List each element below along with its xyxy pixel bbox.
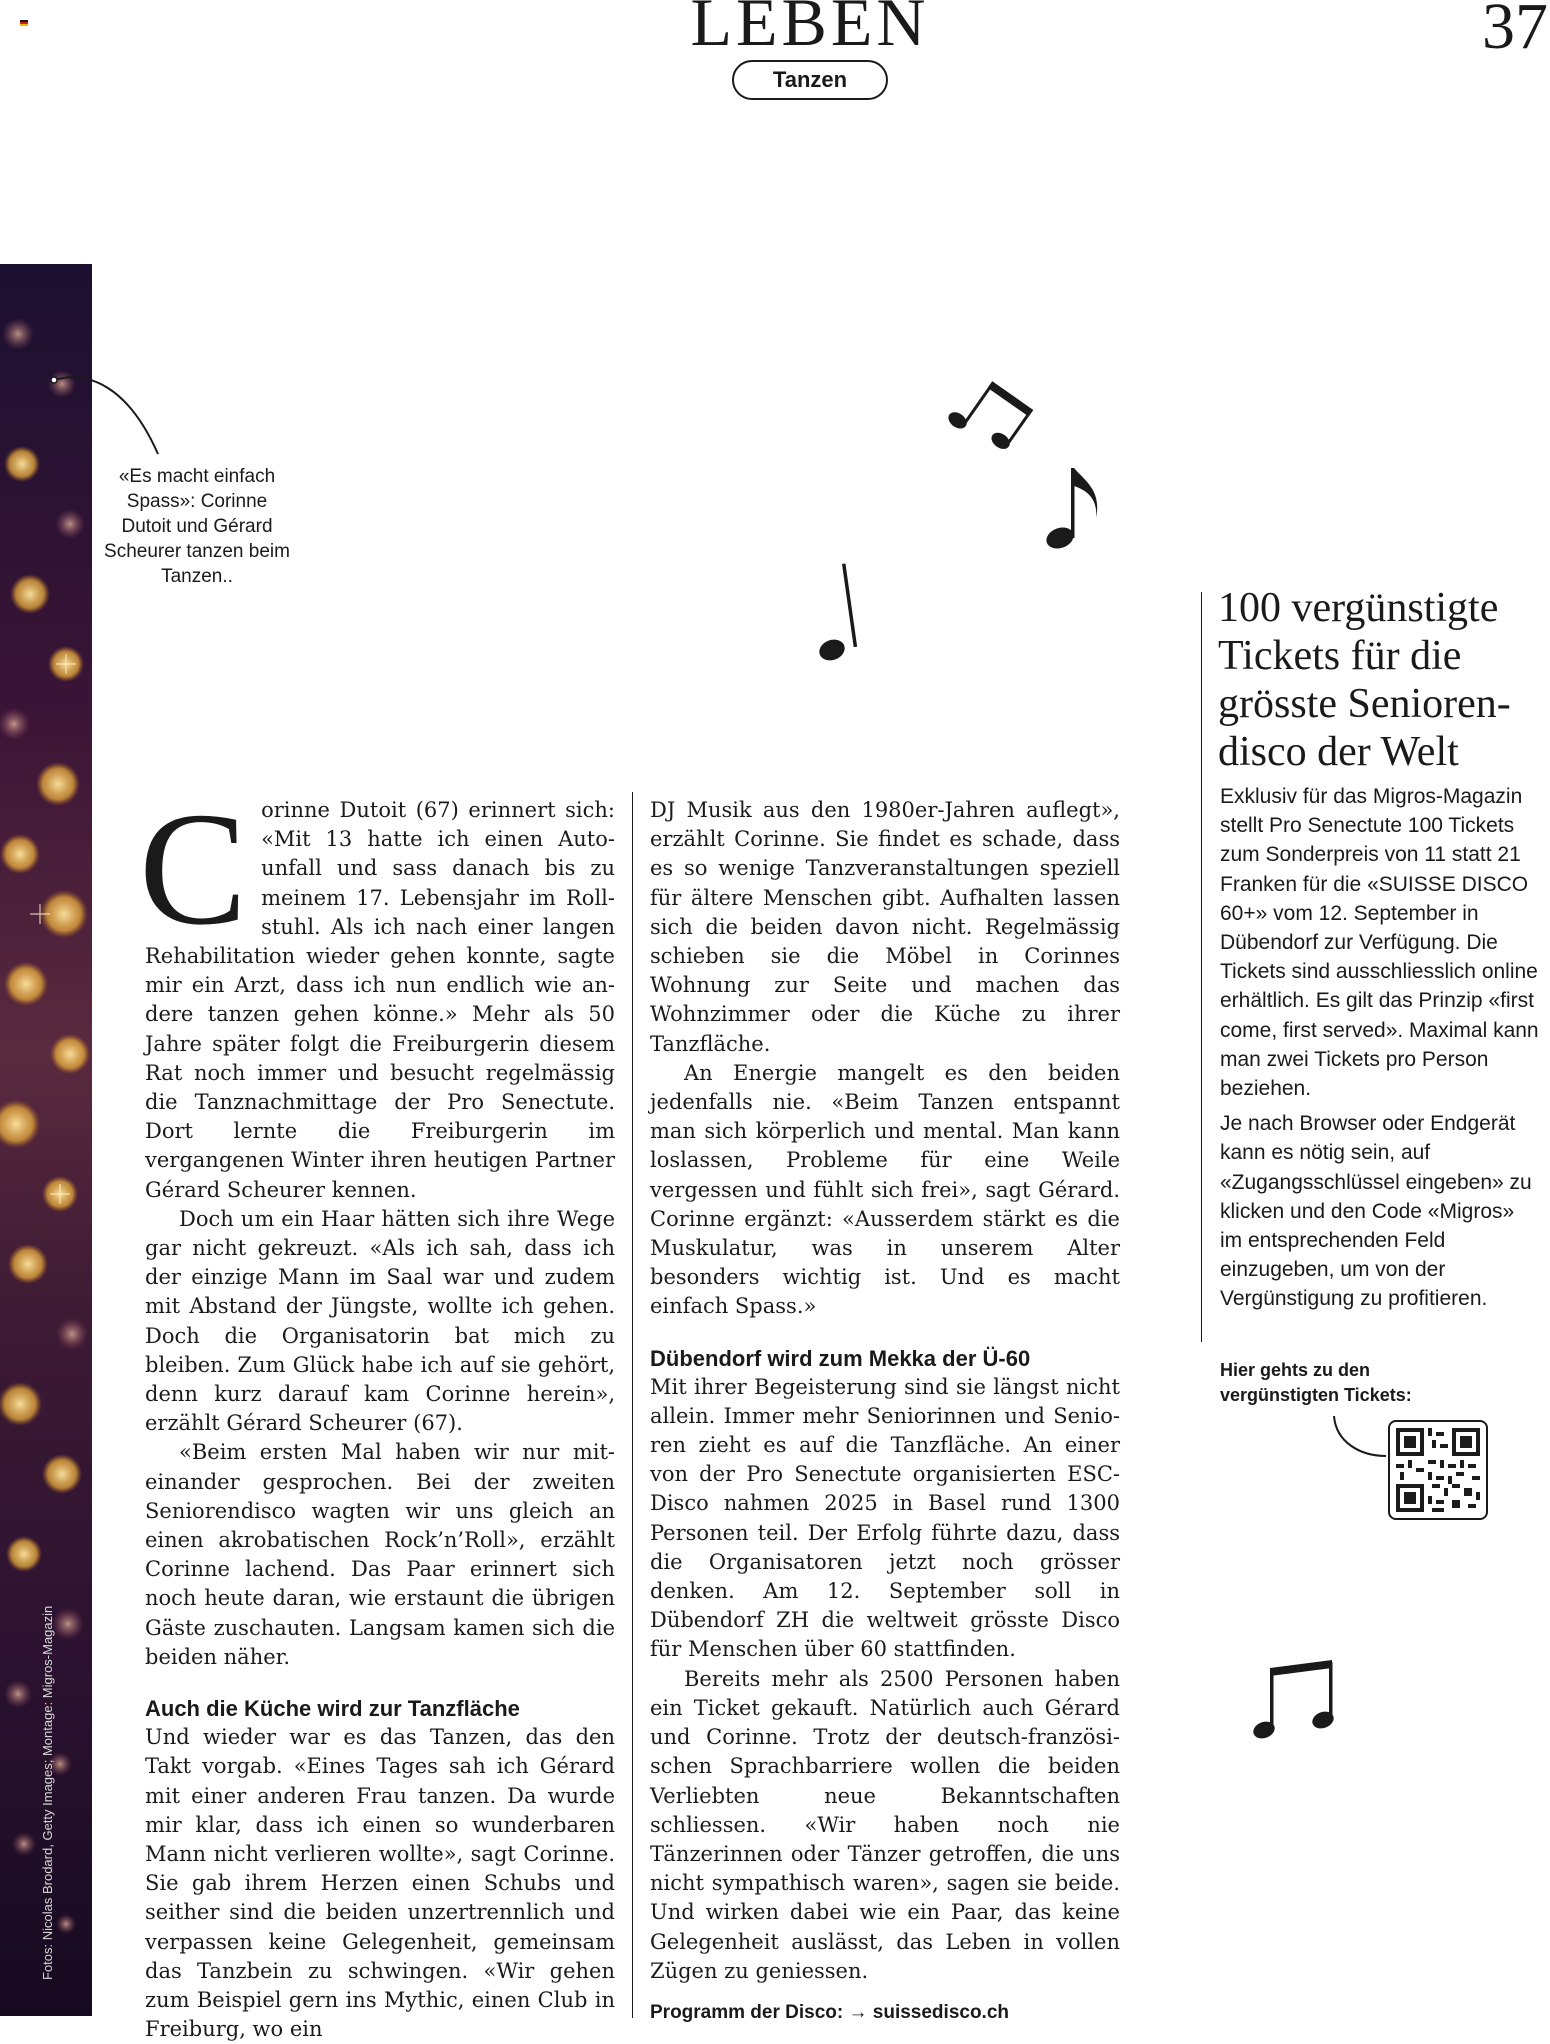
article-paragraph: Und wieder war es das Tanzen, das den Takt vorgab. «Eines Tages sah ich Gérard mit einer anderen Frau tanzen. Da wurde mir klar, dass ich einen so wunderbaren Mann nicht verlieren wollte», sagt Corinne. Sie gab ihrem Herzen einen Schubs und seither sind die beiden unzertrennlich und verpassen keine Gelegenheit, gemeinsam das Tanzbein zu schwingen. «Wir gehen zum Beispiel gern ins Mythic, einen Club in Freiburg, wo ein xyxy=(145,1725,615,2042)
page-number: 37 xyxy=(1482,0,1548,63)
article-paragraph: orinne Dutoit (67) erinnert sich: «Mit 13 hatte ich einen Autounfall und sass danach bis zu meinem 17. Lebensjahr im Rollstuhl. Als ich nach einer langen Rehabilitation wieder gehen konnte, sagte mir ein Arzt, dass ich nun endlich wie andere tanzen gehen könne.» Mehr als 50 Jahre später folgt die Freiburgerin diesem Rat noch immer und besucht regelmässig die Tanznachmittage der Pro Senectute. Dort lernte die Freiburgerin im vergangenen Winter ihren heutigen Partner Gérard Scheurer kennen. xyxy=(145,798,615,1202)
article-paragraph: An Energie mangelt es den beiden jedenfalls nie. «Beim Tanzen entspannt man sich körperlich und mental. Man kann loslassen, Probleme für eine Weile vergessen und fühlt sich frei», sagt Gérard. Corinne ergänzt: «Ausserdem stärkt es die Muskulatur, was in unserem Alter besonders wichtig ist. Und es macht einfach Spass.» xyxy=(650,1060,1120,1319)
photo-caption: «Es macht einfach Spass»: Corinne Dutoit und Gérard Scheurer tanzen beim Tanzen.. xyxy=(104,466,290,587)
qr-code-icon[interactable] xyxy=(1388,1420,1488,1520)
beamed-notes-icon xyxy=(1252,1652,1348,1748)
sidebar-rule xyxy=(1201,592,1202,1342)
article-paragraph: Bereits mehr als 2500 Personen haben ein Ticket gekauft. Natürlich auch Gérard und Corinne. Trotz der deutsch-französischen Sprachbarriere wollen die beiden Verliebten neue Bekanntschaften schliessen. «Wir haben noch nie Tänzerinnen oder Tänzer getroffen, die uns nicht sympathisch waren», sagen sie beide. Und wirken dabei wie ein Paar, das keine Gelegenheit auslässt, das Leben in vollen Zügen zu geniessen. xyxy=(650,1666,1120,1983)
article-column-2 xyxy=(650,796,1120,2027)
article-paragraph: Mit ihrer Begeisterung sind sie längst nicht allein. Immer mehr Seniorinnen und Senioren zieht es auf die Tanzfläche. An einer von der Pro Senectute organisierten ESC-Disco nahmen 2025 in Basel rund 1300 Personen teil. Der Erfolg führte dazu, dass die Organisatoren jetzt noch grösser denken. Am 12. September soll in Dübendorf ZH die weltweit grösste Disco für Menschen über 60 stattfinden. xyxy=(650,1374,1120,1662)
article-column-1 xyxy=(139,780,615,2044)
column-divider xyxy=(632,792,633,2018)
sidebar-title: 100 vergünstigte Tickets für die grösste Seniorendisco der Welt xyxy=(1218,585,1511,775)
article-subhead: Dübendorf wird zum Mekka der Ü-60 xyxy=(650,1345,1031,1371)
beamed-notes-icon xyxy=(950,376,1040,466)
tickets-cta: Hier gehts zu den vergünstigten Tickets: xyxy=(1220,1360,1412,1405)
article-subhead: Auch die Küche wird zur Tanzfläche xyxy=(145,1696,520,1722)
article-paragraph: Doch um ein Haar hätten sich ihre Wege gar nicht gekreuzt. «Als ich sah, dass ich der einzige Mann im Saal war und zudem mit Abstand der Jüngste, wollte ich gehen. Doch die Organisatorin bat mich zu bleiben. Zum Glück habe ich auf sie gehört, denn kurz darauf kam Corinne herein», erzählt Gérard Scheurer (67). xyxy=(145,1206,615,1436)
quarter-note-icon xyxy=(816,560,856,666)
article-paragraph: DJ Musik aus den 1980er-Jahren auflegt», erzählt Corinne. Sie findet es schade, dass es so wenige Tanzveranstaltungen speziell für ältere Menschen gibt. Aufhalten lassen sich die beiden davon nicht. Regelmässig schieben sie die Möbel in Corinnes Wohnung zur Seite und machen das Wohnzimmer oder die Küche zu ihrer Tanzfläche. xyxy=(650,798,1120,1056)
qr-pointer-icon xyxy=(1330,1412,1390,1460)
program-link[interactable]: Programm der Disco: → suissedisco.ch xyxy=(650,2001,1010,2023)
sidebar-paragraph: Je nach Browser oder Endgerät kann es nötig sein, auf «Zugangsschlüssel eingeben» zu klicken und den Code «Migros» im entsprechenden Feld einzugeben, um von der Vergünstigung zu profitieren. xyxy=(1220,1112,1532,1311)
photo-credit: Fotos: Nicolas Brodard, Getty Images; Montage: Migros-Magazin xyxy=(40,1605,55,1980)
flag-mark-icon xyxy=(20,20,28,26)
sidebar-paragraph: Exklusiv für das Migros-Magazin stellt Pro Senectute 100 Tickets zum Sonderpreis von 11 statt 21 Franken für die «SUISSE DISCO 60+» vom 12. September in Dübendorf zur Verfügung. Die Tickets sind ausschliesslich online erhältlich. Es gilt das Prinzip «first come, first served». Maximal kann man zwei Tickets pro Person beziehen. xyxy=(1220,785,1539,1101)
eighth-note-icon xyxy=(1040,462,1110,554)
drop-cap: C xyxy=(139,780,248,959)
sidebar-body xyxy=(1220,782,1542,1314)
article-paragraph: «Beim ersten Mal haben wir nur miteinander gesprochen. Bei der zweiten Seniorendisco wagten wir uns gleich an einen akrobatischen Rock’n’Roll», erzählt Corinne lachend. Das Paar erinnert sich noch heute daran, wie erstaunt die übrigen Gäste zuschauten. Langsam kamen sich die beiden näher. xyxy=(145,1440,615,1669)
caption-pointer-icon xyxy=(48,372,168,462)
section-title: LEBEN xyxy=(690,0,930,60)
topic-badge: Tanzen xyxy=(732,60,888,100)
